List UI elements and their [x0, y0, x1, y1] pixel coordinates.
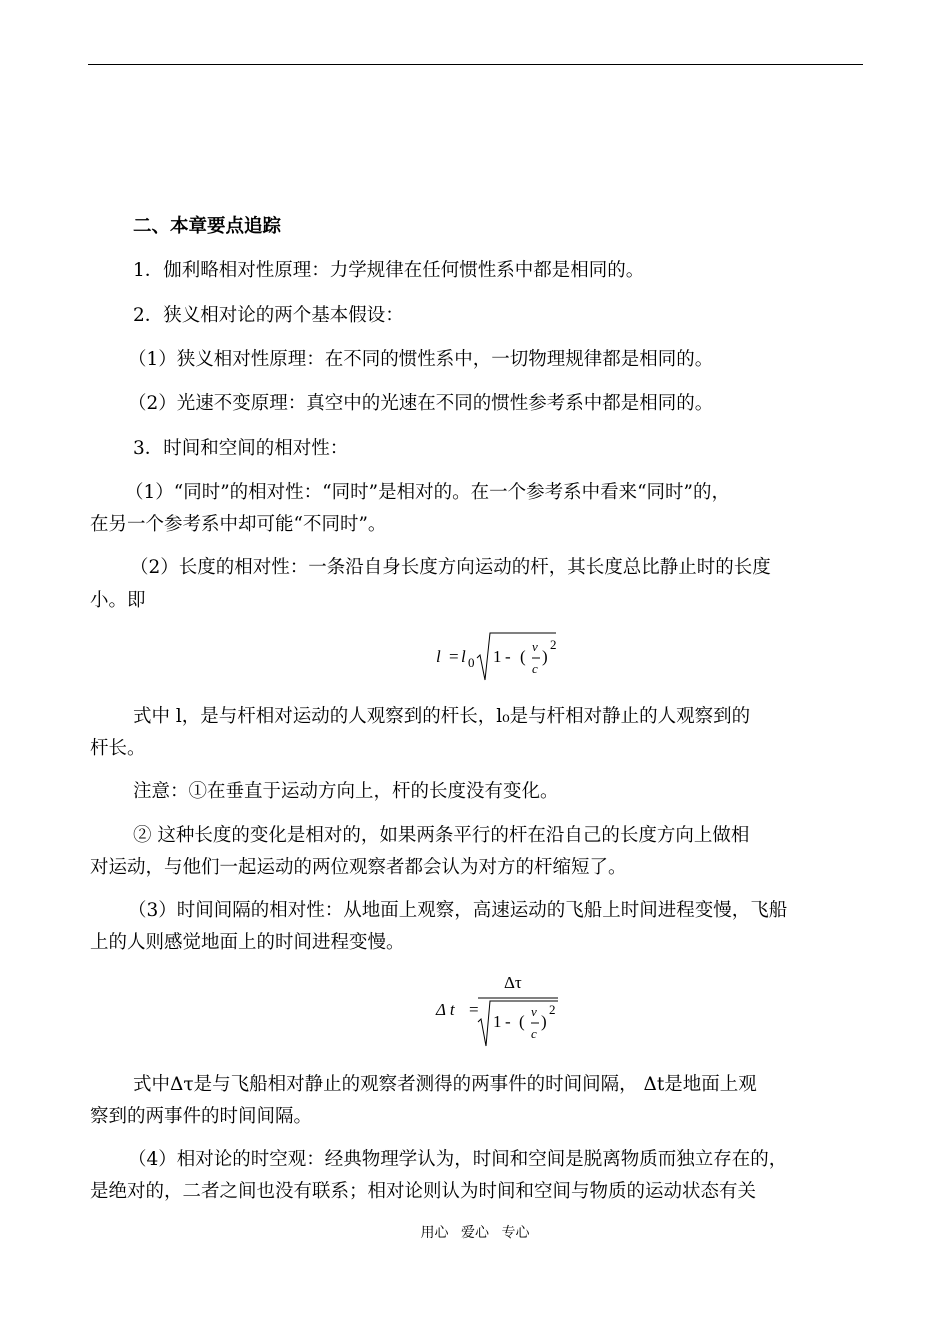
point-3-4-line2: 是绝对的，二者之间也没有联系；相对论则认为时间和空间与物质的运动状态有关 [90, 1181, 757, 1202]
explanation-1-line1: 式中 l，是与杆相对运动的人观察到的杆长，l₀是与杆相对静止的人观察到的 [133, 706, 751, 727]
header-rule [88, 64, 863, 65]
section-heading: 二、本章要点追踪 [133, 216, 282, 237]
time-dilation-formula: Δτ Δ t = 1 - ( v c ) 2 [432, 972, 572, 1052]
point-3-2-line2: 小。即 [90, 590, 146, 611]
note-1: 注意：①在垂直于运动方向上，杆的长度没有变化。 [133, 781, 559, 802]
explanation-2-line1: 式中Δτ是与飞船相对静止的观察者测得的两事件的时间间隔， Δt是地面上观 [133, 1074, 757, 1095]
point-3-3-line2: 上的人则感觉地面上的时间进程变慢。 [90, 932, 405, 953]
point-1: 1．伽利略相对性原理：力学规律在任何惯性系中都是相同的。 [133, 260, 645, 281]
explanation-2-line2: 察到的两事件的时间间隔。 [90, 1106, 313, 1127]
point-3-1-line2: 在另一个参考系中却可能“不同时”。 [90, 514, 387, 535]
point-3-3-line1: （3）时间间隔的相对性：从地面上观察，高速运动的飞船上时间进程变慢，飞船 [128, 900, 788, 921]
point-3-1-line1: （1）“同时”的相对性：“同时”是相对的。在一个参考系中看来“同时”的， [125, 482, 731, 503]
point-2-2: （2）光速不变原理：真空中的光速在不同的惯性参考系中都是相同的。 [128, 393, 714, 414]
footer-word-2: 爱心 [461, 1225, 489, 1241]
point-3: 3．时间和空间的相对性： [133, 438, 349, 459]
note-2-line1: ② 这种长度的变化是相对的，如果两条平行的杆在沿自己的长度方向上做相 [133, 825, 750, 846]
note-2-line2: 对运动，与他们一起运动的两位观察者都会认为对方的杆缩短了。 [90, 857, 627, 878]
footer-word-1: 用心 [420, 1225, 449, 1241]
point-2: 2．狭义相对论的两个基本假设： [133, 305, 404, 326]
point-2-1: （1）狭义相对性原理：在不同的惯性系中，一切物理规律都是相同的。 [128, 349, 714, 370]
footer-word-3: 专心 [501, 1225, 530, 1241]
length-contraction-formula: l = l 0 1 - ( v c ) 2 [432, 628, 572, 688]
page-footer [0, 1222, 950, 1242]
explanation-1-line2: 杆长。 [90, 738, 146, 759]
point-3-4-line1: （4）相对论的时空观：经典物理学认为，时间和空间是脱离物质而独立存在的， [128, 1149, 788, 1170]
point-3-2-line1: （2）长度的相对性：一条沿自身长度方向运动的杆，其长度总比静止时的长度 [130, 557, 771, 578]
